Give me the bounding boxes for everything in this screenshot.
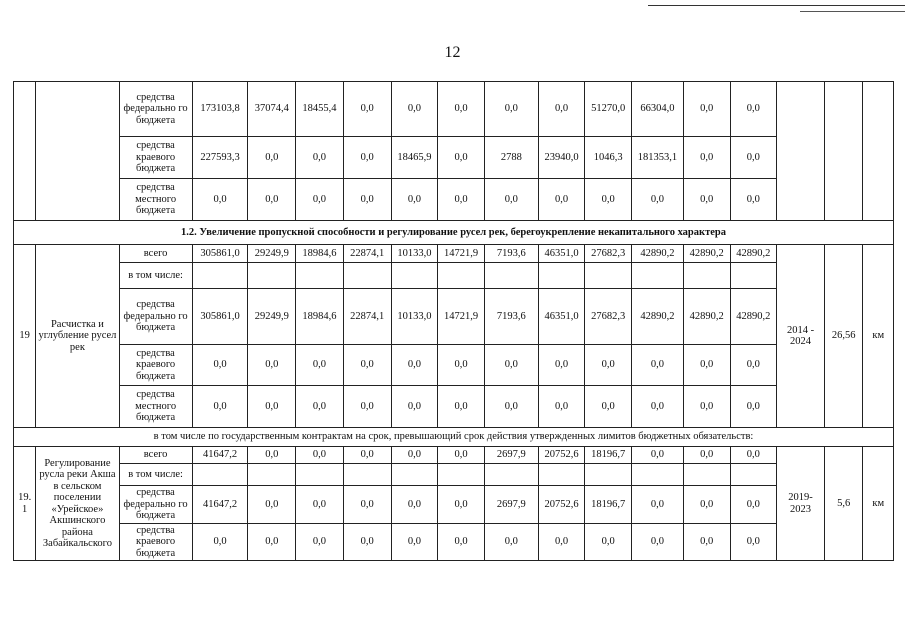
value-cell: 0,0 xyxy=(730,345,777,386)
value-cell xyxy=(585,263,632,289)
value-cell: 0,0 xyxy=(632,345,684,386)
value-cell: 0,0 xyxy=(484,179,538,221)
row-label: всего xyxy=(119,245,192,263)
value-cell: 0,0 xyxy=(248,179,296,221)
item-name: Расчистка и углубление русел рек xyxy=(36,245,119,428)
value-cell: 42890,2 xyxy=(683,289,730,345)
value-cell: 173103,8 xyxy=(192,82,248,137)
value-cell: 181353,1 xyxy=(632,137,684,179)
value-cell: 0,0 xyxy=(296,137,344,179)
value-cell: 23940,0 xyxy=(538,137,585,179)
value-cell xyxy=(484,263,538,289)
value-cell xyxy=(438,263,485,289)
value-cell: 18196,7 xyxy=(585,486,632,524)
value-cell: 10133,0 xyxy=(391,289,438,345)
value-cell xyxy=(538,263,585,289)
value-cell: 27682,3 xyxy=(585,245,632,263)
value-cell: 0,0 xyxy=(192,179,248,221)
value-cell: 0,0 xyxy=(343,386,391,428)
row-label: в том числе: xyxy=(119,464,192,486)
value-cell: 0,0 xyxy=(248,447,296,464)
value-cell: 0,0 xyxy=(538,345,585,386)
value-cell xyxy=(484,464,538,486)
value-cell: 20752,6 xyxy=(538,447,585,464)
value-cell: 0,0 xyxy=(683,486,730,524)
value-cell: 1046,3 xyxy=(585,137,632,179)
value-cell: 46351,0 xyxy=(538,245,585,263)
value-cell: 0,0 xyxy=(343,447,391,464)
value-cell: 0,0 xyxy=(484,345,538,386)
unit-cell xyxy=(863,82,894,221)
period-cell: 2014 - 2024 xyxy=(777,245,825,428)
value-cell: 0,0 xyxy=(296,447,344,464)
value-cell xyxy=(632,464,684,486)
amount-cell xyxy=(824,82,863,221)
item-number: 19 xyxy=(14,245,36,428)
item-number: 19. 1 xyxy=(14,447,36,561)
value-cell: 2697,9 xyxy=(484,486,538,524)
value-cell: 0,0 xyxy=(296,386,344,428)
value-cell xyxy=(343,464,391,486)
value-cell: 7193,6 xyxy=(484,245,538,263)
value-cell: 0,0 xyxy=(296,345,344,386)
value-cell xyxy=(683,263,730,289)
section-title: 1.2. Увеличение пропускной способности и регулирование русел рек, берегоукрепление некапитального характера xyxy=(14,221,894,245)
value-cell: 0,0 xyxy=(484,82,538,137)
value-cell: 22874,1 xyxy=(343,245,391,263)
value-cell: 0,0 xyxy=(296,486,344,524)
value-cell: 42890,2 xyxy=(632,289,684,345)
value-cell: 46351,0 xyxy=(538,289,585,345)
value-cell: 0,0 xyxy=(730,524,777,561)
table-row xyxy=(14,386,894,428)
value-cell: 37074,4 xyxy=(248,82,296,137)
value-cell: 0,0 xyxy=(683,82,730,137)
value-cell: 0,0 xyxy=(192,386,248,428)
value-cell: 0,0 xyxy=(484,386,538,428)
value-cell: 2788 xyxy=(484,137,538,179)
value-cell: 0,0 xyxy=(192,524,248,561)
row-label: средства краевого бюджета xyxy=(119,137,192,179)
value-cell: 0,0 xyxy=(730,486,777,524)
value-cell: 0,0 xyxy=(343,82,391,137)
value-cell: 0,0 xyxy=(192,345,248,386)
value-cell: 0,0 xyxy=(438,137,485,179)
value-cell: 0,0 xyxy=(538,386,585,428)
value-cell: 0,0 xyxy=(730,82,777,137)
value-cell: 42890,2 xyxy=(730,245,777,263)
table-row xyxy=(14,524,894,561)
value-cell: 0,0 xyxy=(438,179,485,221)
value-cell: 227593,3 xyxy=(192,137,248,179)
value-cell xyxy=(296,263,344,289)
value-cell: 0,0 xyxy=(585,179,632,221)
value-cell xyxy=(632,263,684,289)
value-cell xyxy=(683,464,730,486)
row-label: средства федерально го бюджета xyxy=(119,289,192,345)
value-cell xyxy=(538,464,585,486)
value-cell: 0,0 xyxy=(438,386,485,428)
value-cell: 0,0 xyxy=(391,524,438,561)
row-label: средства краевого бюджета xyxy=(119,345,192,386)
value-cell: 29249,9 xyxy=(248,289,296,345)
top-rule xyxy=(648,5,905,6)
value-cell xyxy=(391,263,438,289)
value-cell xyxy=(248,464,296,486)
value-cell: 0,0 xyxy=(585,345,632,386)
value-cell xyxy=(192,464,248,486)
value-cell: 0,0 xyxy=(730,386,777,428)
table-row xyxy=(14,464,894,486)
value-cell xyxy=(730,464,777,486)
value-cell: 18196,7 xyxy=(585,447,632,464)
value-cell: 0,0 xyxy=(683,386,730,428)
value-cell: 0,0 xyxy=(730,137,777,179)
row-label: средства местного бюджета xyxy=(119,179,192,221)
period-cell: 2019- 2023 xyxy=(777,447,825,561)
value-cell: 0,0 xyxy=(343,137,391,179)
table-row xyxy=(14,137,894,179)
value-cell: 0,0 xyxy=(632,447,684,464)
value-cell: 0,0 xyxy=(391,447,438,464)
value-cell: 0,0 xyxy=(343,345,391,386)
row-label: в том числе: xyxy=(119,263,192,289)
value-cell: 0,0 xyxy=(632,386,684,428)
value-cell: 22874,1 xyxy=(343,289,391,345)
row-label: средства федерально го бюджета xyxy=(119,486,192,524)
value-cell: 0,0 xyxy=(438,486,485,524)
unit-cell: км xyxy=(863,245,894,428)
value-cell: 0,0 xyxy=(538,524,585,561)
table-row xyxy=(14,486,894,524)
name-cell xyxy=(36,82,119,221)
value-cell: 305861,0 xyxy=(192,245,248,263)
table-row xyxy=(14,179,894,221)
value-cell xyxy=(296,464,344,486)
value-cell: 0,0 xyxy=(683,179,730,221)
value-cell: 0,0 xyxy=(296,524,344,561)
value-cell: 27682,3 xyxy=(585,289,632,345)
value-cell: 0,0 xyxy=(391,386,438,428)
value-cell: 0,0 xyxy=(391,179,438,221)
period-cell xyxy=(777,82,825,221)
value-cell: 0,0 xyxy=(248,386,296,428)
amount-cell: 5,6 xyxy=(824,447,863,561)
table-row xyxy=(14,82,894,137)
value-cell: 14721,9 xyxy=(438,289,485,345)
value-cell xyxy=(248,263,296,289)
value-cell: 51270,0 xyxy=(585,82,632,137)
amount-cell: 26,56 xyxy=(824,245,863,428)
value-cell: 42890,2 xyxy=(632,245,684,263)
value-cell: 66304,0 xyxy=(632,82,684,137)
table-row xyxy=(14,447,894,464)
value-cell: 0,0 xyxy=(585,386,632,428)
value-cell: 18465,9 xyxy=(391,137,438,179)
table-row xyxy=(14,263,894,289)
budget-table xyxy=(13,81,894,561)
value-cell xyxy=(391,464,438,486)
value-cell: 0,0 xyxy=(343,486,391,524)
value-cell xyxy=(585,464,632,486)
value-cell: 305861,0 xyxy=(192,289,248,345)
value-cell: 0,0 xyxy=(248,137,296,179)
value-cell: 0,0 xyxy=(391,345,438,386)
value-cell xyxy=(438,464,485,486)
value-cell: 0,0 xyxy=(683,524,730,561)
value-cell: 0,0 xyxy=(438,447,485,464)
value-cell: 10133,0 xyxy=(391,245,438,263)
row-label: всего xyxy=(119,447,192,464)
num-cell xyxy=(14,82,36,221)
value-cell xyxy=(730,263,777,289)
table-row xyxy=(14,245,894,263)
row-label: средства краевого бюджета xyxy=(119,524,192,561)
value-cell xyxy=(192,263,248,289)
value-cell: 29249,9 xyxy=(248,245,296,263)
table-row xyxy=(14,289,894,345)
value-cell: 14721,9 xyxy=(438,245,485,263)
value-cell: 0,0 xyxy=(438,524,485,561)
value-cell: 2697,9 xyxy=(484,447,538,464)
value-cell: 0,0 xyxy=(248,345,296,386)
value-cell: 0,0 xyxy=(730,447,777,464)
value-cell: 0,0 xyxy=(343,179,391,221)
page-number: 12 xyxy=(444,44,461,61)
value-cell: 0,0 xyxy=(632,179,684,221)
value-cell: 0,0 xyxy=(391,486,438,524)
value-cell: 7193,6 xyxy=(484,289,538,345)
value-cell: 18455,4 xyxy=(296,82,344,137)
row-label: средства федерально го бюджета xyxy=(119,82,192,137)
value-cell: 0,0 xyxy=(391,82,438,137)
value-cell: 0,0 xyxy=(484,524,538,561)
value-cell: 0,0 xyxy=(730,179,777,221)
value-cell: 0,0 xyxy=(538,179,585,221)
section-row xyxy=(14,221,894,245)
value-cell: 0,0 xyxy=(683,137,730,179)
value-cell: 0,0 xyxy=(343,524,391,561)
value-cell: 0,0 xyxy=(248,486,296,524)
value-cell: 0,0 xyxy=(438,345,485,386)
note-text: в том числе по государственным контрактам на срок, превышающий срок действия утвержденных лимитов бюджетных обязательств: xyxy=(14,428,894,447)
value-cell: 18984,6 xyxy=(296,245,344,263)
value-cell: 20752,6 xyxy=(538,486,585,524)
value-cell: 0,0 xyxy=(538,82,585,137)
value-cell: 41647,2 xyxy=(192,447,248,464)
value-cell xyxy=(343,263,391,289)
value-cell: 0,0 xyxy=(438,82,485,137)
value-cell: 0,0 xyxy=(632,486,684,524)
value-cell: 42890,2 xyxy=(730,289,777,345)
value-cell: 0,0 xyxy=(248,524,296,561)
value-cell: 18984,6 xyxy=(296,289,344,345)
value-cell: 41647,2 xyxy=(192,486,248,524)
value-cell: 0,0 xyxy=(585,524,632,561)
note-row xyxy=(14,428,894,447)
table-row xyxy=(14,345,894,386)
value-cell: 0,0 xyxy=(296,179,344,221)
value-cell: 42890,2 xyxy=(683,245,730,263)
value-cell: 0,0 xyxy=(632,524,684,561)
value-cell: 0,0 xyxy=(683,447,730,464)
top-rule-short xyxy=(800,11,905,12)
value-cell: 0,0 xyxy=(683,345,730,386)
row-label: средства местного бюджета xyxy=(119,386,192,428)
item-name: Регулирование русла реки Акша в сельском поселении «Урейское» Акшинского района Забайкальского xyxy=(36,447,119,561)
unit-cell: км xyxy=(863,447,894,561)
